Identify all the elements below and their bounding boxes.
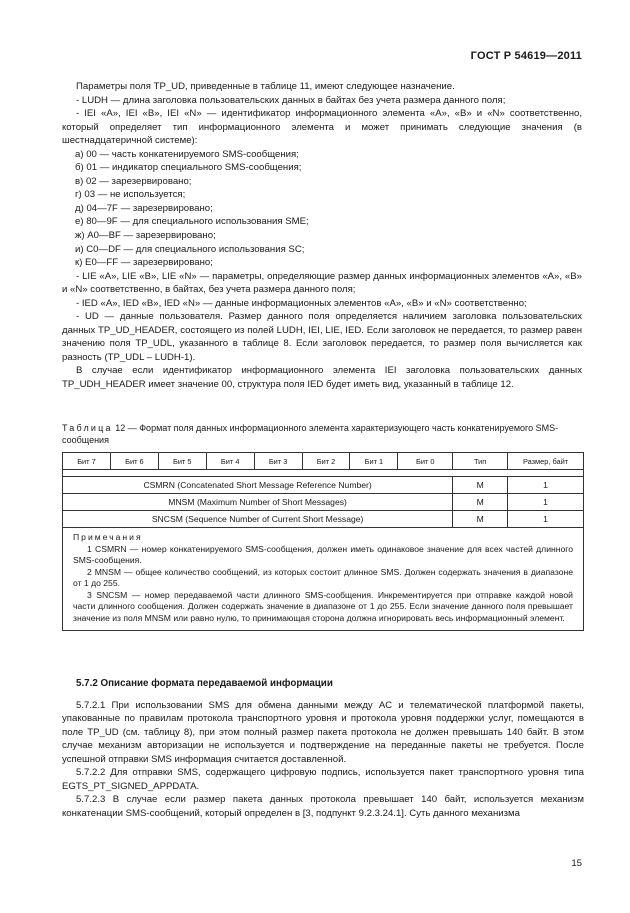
header-cell: Бит 4	[206, 453, 254, 470]
size-cell: 1	[508, 494, 584, 511]
field-cell: SNCSM (Sequence Number of Current Short Message)	[63, 511, 453, 528]
value-item: ж) A0—BF — зарезервировано;	[75, 230, 216, 242]
table-header-row	[63, 453, 584, 470]
page-number: 15	[571, 858, 582, 869]
header-cell: Бит 3	[254, 453, 302, 470]
format-table	[62, 452, 584, 631]
ied-paragraph: - IED «A», IED «B», IED «N» — данные информационных элементов «A», «B» и «N» соответственно;	[76, 297, 527, 309]
table-notes	[63, 528, 584, 631]
section-paragraph: 5.7.2.2 Для отправки SMS, содержащего цифровую подпись, используется пакет транспортного уровня типа EGTS_PT_SIGNED_APPDATA.	[62, 767, 584, 792]
notes-title: Примечания	[73, 532, 143, 542]
value-item: и) C0—DF — для специального использования SC;	[75, 243, 305, 255]
header-cell: Бит 0	[398, 453, 453, 470]
value-item: г) 03 — не используется;	[75, 189, 186, 201]
ludh-paragraph: - LUDH — длина заголовка пользовательских данных в байтах без учета размера данного поля;	[76, 94, 506, 106]
section-paragraph: 5.7.2.3 В случае если размер пакета данных протокола превышает 140 байт, используется механизм конкатенации SMS-сообщений, который определен в [3, подпункт 9.2.3.24.1]. Суть данного механизма	[62, 794, 584, 819]
section-heading: 5.7.2 Описание формата передаваемой информации	[76, 678, 333, 689]
value-item: е) 80—9F — для специального использования SME;	[75, 216, 309, 228]
value-item: д) 04—7F — зарезервировано;	[75, 202, 213, 214]
header-cell: Размер, байт	[508, 453, 584, 470]
body-text	[62, 80, 582, 392]
type-cell: M	[453, 511, 508, 528]
section-5-7-2	[62, 677, 584, 820]
case-paragraph: В случае если идентификатор информационного элемента IEI заголовка пользовательских данных TP_UDH_HEADER имеет значение 00, структура поля IED будет иметь вид, указанный в таблице 12.	[62, 365, 582, 391]
value-item: к) E0—FF — зарезервировано;	[75, 257, 213, 269]
value-item: б) 01 — индикатор специального SMS-сообщения;	[75, 162, 302, 174]
lie-paragraph: - LIE «A», LIE «B», LIE «N» — параметры, определяющие размер данных информационных элементов «A», «B» и «N» соответственно, в байтах, без учета размера данного поля;	[62, 270, 582, 296]
document-code: ГОСТ Р 54619—2011	[470, 50, 582, 62]
type-cell: M	[453, 477, 508, 494]
intro-paragraph: Параметры поля TP_UD, приведенные в таблице 11, имеют следующее назначение.	[76, 81, 455, 92]
iei-paragraph: - IEI «A», IEI «B», IEI «N» — идентификатор информационного элемента «A», «B» и «N» соответственно, который определяет тип информационного элемента и может принимать следующие значения (в шестнадцатеричной системе):	[62, 108, 582, 147]
field-cell: MNSM (Maximum Number of Short Messages)	[63, 494, 453, 511]
table-row	[63, 494, 584, 511]
header-cell: Тип	[453, 453, 508, 470]
field-cell: CSMRN (Concatenated Short Message Reference Number)	[63, 477, 453, 494]
header-cell: Бит 5	[158, 453, 206, 470]
value-item: а) 00 — часть конкатенируемого SMS-сообщения;	[75, 148, 299, 160]
table-caption-text: 12 — Формат поля данных информационного элемента характеризующего часть конкатенируемого SMS-сообщения	[62, 423, 559, 445]
header-cell: Бит 1	[350, 453, 398, 470]
header-cell: Бит 2	[302, 453, 350, 470]
header-cell: Бит 7	[63, 453, 111, 470]
value-item: в) 02 — зарезервировано;	[75, 175, 192, 187]
note-item: 1 CSMRN — номер конкатенируемого SMS-сообщения, должен иметь одинаковое значение для всех частей длинного SMS-сообщения.	[73, 543, 573, 565]
table-row	[63, 477, 584, 494]
table-row	[63, 511, 584, 528]
size-cell: 1	[508, 477, 584, 494]
size-cell: 1	[508, 511, 584, 528]
note-item: 3 SNCSM — номер передаваемой части длинного SMS-сообщения. Инкрементируется при отправке каждой новой части длинного сообщения. Должен содержать значение в диапазоне от 1 до 255. Если значение данного поля превышает значение из поля MNSM или равно нулю, то принимающая сторона должна игнорировать весь информационный элемент.	[73, 589, 573, 623]
ud-paragraph: - UD — данные пользователя. Размер данного поля определяется наличием заголовка пользовательских данных TP_UD_HEADER, состоящего из полей LUDH, IEI, LIE, IED. Если заголовок не передается, то размер равен значению поля TP_UDL, указанного в таблице 8. Если заголовок передается, то размер поля вычисляется как разность (TP_UDL – LUDH-1).	[62, 311, 582, 363]
table-caption	[62, 422, 584, 446]
table-spacer-row	[63, 470, 584, 477]
table-notes-row	[63, 528, 584, 631]
note-item: 2 MNSM — общее количество сообщений, из которых состоит длинное SMS. Должен содержать значения в диапазоне от 1 до 255.	[73, 566, 573, 588]
header-cell: Бит 6	[110, 453, 158, 470]
table-caption-prefix: Таблица	[62, 423, 113, 433]
type-cell: M	[453, 494, 508, 511]
section-paragraph: 5.7.2.1 При использовании SMS для обмена данными между АС и телематической платформой пакеты, упакованные по правилам протокола транспортного уровня и протокола уровня поддержки услуг, помещаются в поле TP_UD (см. таблицу 8), при этом полный размер пакета протокола не должен превышать 140 байт. В этом случае механизм авторизации не используется и подтверждение на переданные пакеты не требуется. После успешной отправки SMS информация считается доставленной.	[62, 699, 584, 765]
